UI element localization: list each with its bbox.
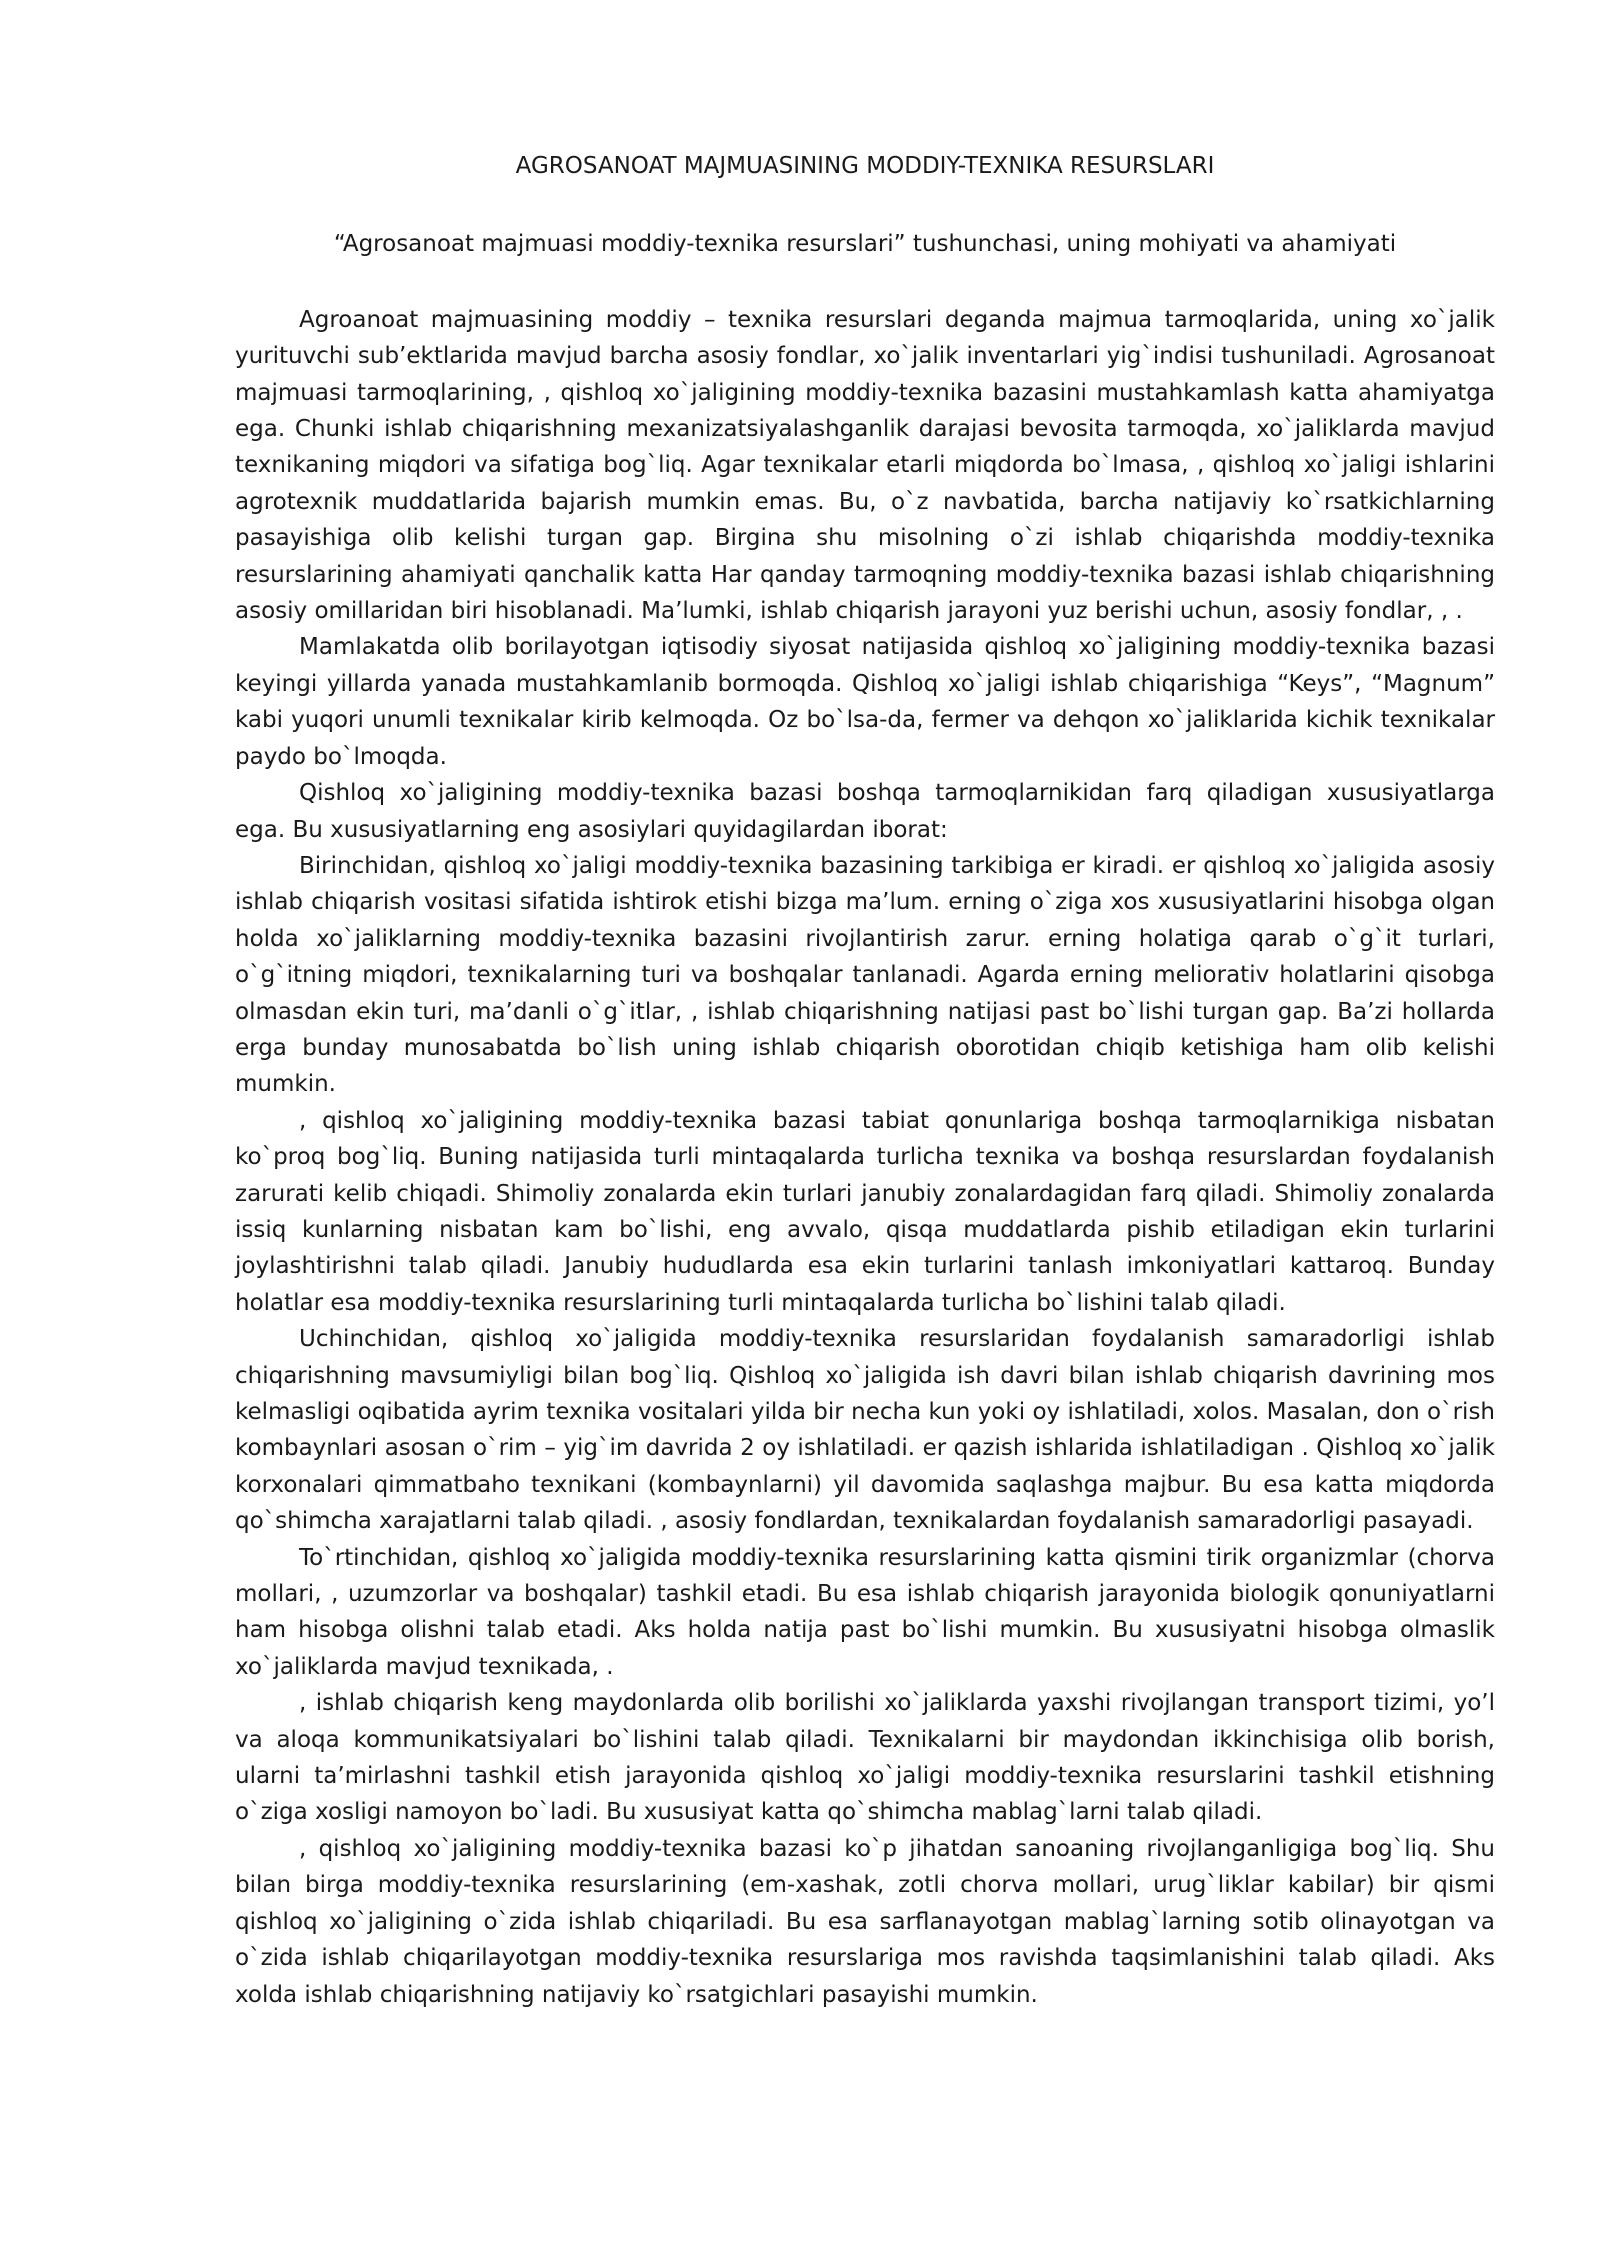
paragraph: Uchinchidan, qishloq xo`jaligida moddiy-texnika resurslaridan foydalanish samaradorligi ishlab chiqarishning mavsumiyligi bilan bog`liq. Qishloq xo`jaligida ish davri bilan ishlab chiqarish davrining mos kelmasligi oqibatida ayrim texnika vositalari yilda bir necha kun yoki oy ishlatiladi, xolos. Masalan, don o`rish kombaynlari asosan o`rim – yig`im davrida 2 oy ishlatiladi. er qazish ishlarida ishlatiladigan . Qishloq xo`jalik korxonalari qimmatbaho texnikani (kombaynlarni) yil davomida saqlashga majbur. Bu esa katta miqdorda qo`shimcha xarajatlarni talab qiladi. , asosiy fondlardan, texnikalardan foydalanish samaradorligi pasayadi. [235,1326,1495,1535]
document-page [235,148,1495,2013]
document-title: AGROSANOAT MAJMUASINING MODDIY-TEXNIKA RESURSLARI [515,153,1215,179]
document-subtitle: “Agrosanoat majmuasi moddiy-texnika resurslari” tushunchasi, uning mohiyati va ahamiyati [333,231,1397,258]
paragraph: , ishlab chiqarish keng maydonlarda olib borilishi xo`jaliklarda yaxshi rivojlangan transport tizimi, yo’l va aloqa kommunikatsiyalari bo`lishini talab qiladi. Texnikalarni bir maydondan ikkinchisiga olib borish, ularni ta’mirlashni tashkil etish jarayonida qishloq xo`jaligi moddiy-texnika resurslarini tashkil etishning o`ziga xosligi namoyon bo`ladi. Bu xususiyat katta qo`shimcha mablag`larni talab qiladi. [235,1690,1495,1826]
paragraph: , qishloq xo`jaligining moddiy-texnika bazasi tabiat qonunlariga boshqa tarmoqlarnikiga nisbatan ko`proq bog`liq. Buning natijasida turli mintaqalarda turlicha texnika va boshqa resurslardan foydalanish zarurati kelib chiqadi. Shimoliy zonalarda ekin turlari janubiy zonalardagidan farq qiladi. Shimoliy zonalarda issiq kunlarning nisbatan kam bo`lishi, eng avvalo, qisqa muddatlarda pishib etiladigan ekin turlarini joylashtirishni talab qiladi. Janubiy hududlarda esa ekin turlarini tanlash imkoniyatlari kattaroq. Bunday holatlar esa moddiy-texnika resurslarining turli mintaqalarda turlicha bo`lishini talab qiladi. [235,1107,1495,1316]
paragraph: , qishloq xo`jaligining moddiy-texnika bazasi ko`p jihatdan sanoaning rivojlanganligiga bog`liq. Shu bilan birga moddiy-texnika resurslarining (em-xashak, zotli chorva mollari, urug`liklar kabilar) bir qismi qishloq xo`jaligining o`zida ishlab chiqariladi. Bu esa sarflanayotgan mablag`larning sotib olinayotgan va o`zida ishlab chiqarilayotgan moddiy-texnika resurslariga mos ravishda taqsimlanishini talab qiladi. Aks xolda ishlab chiqarishning natijaviy ko`rsatgichlari pasayishi mumkin. [235,1835,1495,2008]
paragraph: Qishloq xo`jaligining moddiy-texnika bazasi boshqa tarmoqlarnikidan farq qiladigan xususiyatlarga ega. Bu xususiyatlarning eng asosiylari quyidagilardan iborat: [235,780,1495,843]
paragraph: Birinchidan, qishloq xo`jaligi moddiy-texnika bazasining tarkibiga er kiradi. er qishloq xo`jaligida asosiy ishlab chiqarish vositasi sifatida ishtirok etishi bizga ma’lum. erning o`ziga xos xususiyatlarini hisobga olgan holda xo`jaliklarning moddiy-texnika bazasini rivojlantirish zarur. erning holatiga qarab o`g`it turlari, o`g`itning miqdori, texnikalarning turi va boshqalar tanlanadi. Agarda erning meliorativ holatlarini qisobga olmasdan ekin turi, ma’danli o`g`itlar, , ishlab chiqarishning natijasi past bo`lishi turgan gap. Ba’zi hollarda erga bunday munosabatda bo`lish uning ishlab chiqarish oborotidan chiqib ketishiga ham olib kelishi mumkin. [235,852,1495,1098]
paragraph: Mamlakatda olib borilayotgan iqtisodiy siyosat natijasida qishloq xo`jaligining moddiy-texnika bazasi keyingi yillarda yanada mustahkamlanib bormoqda. Qishloq xo`jaligi ishlab chiqarishiga “Keys”, “Magnum” kabi yuqori unumli texnikalar kirib kelmoqda. Oz bo`lsa-da, fermer va dehqon xo`jaliklarida kichik texnikalar paydo bo`lmoqda. [235,634,1495,770]
paragraph: To`rtinchidan, qishloq xo`jaligida moddiy-texnika resurslarining katta qismini tirik organizmlar (chorva mollari, , uzumzorlar va boshqalar) tashkil etadi. Bu esa ishlab chiqarish jarayonida biologik qonuniyatlarni ham hisobga olishni talab etadi. Aks holda natija past bo`lishi mumkin. Bu xususiyatni hisobga olmaslik xo`jaliklarda mavjud texnikada, . [235,1544,1495,1680]
paragraph: Agroanoat majmuasining moddiy – texnika resurslari deganda majmua tarmoqlarida, uning xo`jalik yurituvchi sub’ektlarida mavjud barcha asosiy fondlar, xo`jalik inventarlari yig`indisi tushuniladi. Agrosanoat majmuasi tarmoqlarining, , qishloq xo`jaligining moddiy-texnika bazasini mustahkamlash katta ahamiyatga ega. Chunki ishlab chiqarishning mexanizatsiyalashganlik darajasi bevosita tarmoqda, xo`jaliklarda mavjud texnikaning miqdori va sifatiga bog`liq. Agar texnikalar etarli miqdorda bo`lmasa, , qishloq xo`jaligi ishlarini agrotexnik muddatlarida bajarish mumkin emas. Bu, o`z navbatida, barcha natijaviy ko`rsatkichlarning pasayishiga olib kelishi turgan gap. Birgina shu misolning o`zi ishlab chiqarishda moddiy-texnika resurslarining ahamiyati qanchalik katta Har qanday tarmoqning moddiy-texnika bazasi ishlab chiqarishning asosiy omillaridan biri hisoblanadi. Ma’lumki, ishlab chiqarish jarayoni yuz berishi uchun, asosiy fondlar, , . [235,306,1495,625]
